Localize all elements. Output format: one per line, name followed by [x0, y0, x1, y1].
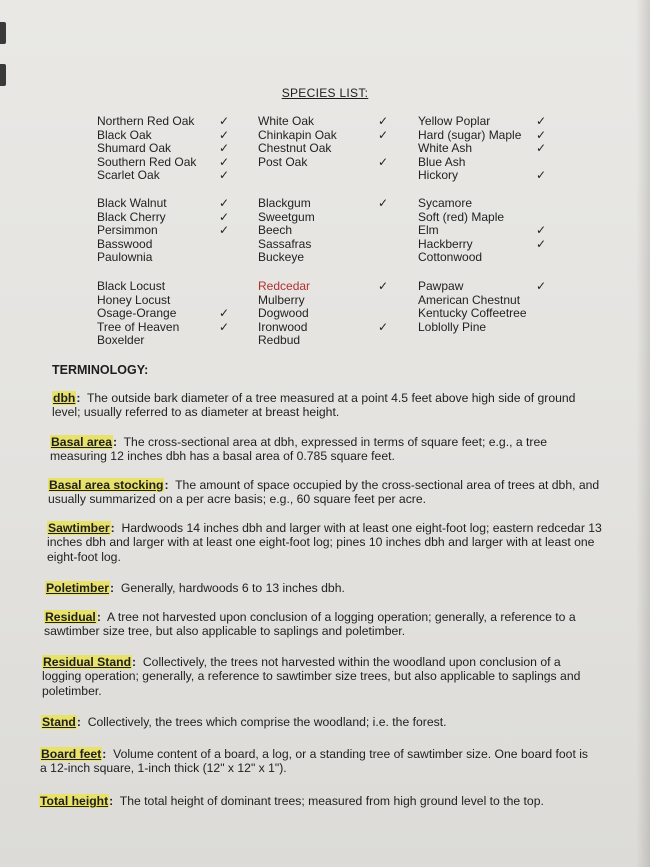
species-name: Paulownia [97, 250, 153, 265]
species-name: Persimmon [97, 223, 158, 238]
species-name: Mulberry [258, 292, 305, 307]
species-name: Pawpaw [418, 279, 464, 293]
checkmark-icon: ✓ [219, 196, 230, 210]
species-item [258, 114, 389, 129]
species-name: Yellow Poplar [418, 114, 491, 128]
term-colon: : [113, 435, 118, 449]
checkmark-icon: ✓ [219, 209, 230, 224]
term-definition: Hardwoods 14 inches dbh and larger with at least one eight-foot log; eastern redcedar 13 inches dbh and larger with at least one eight-foot log; pines 10 inches dbh and larger with at least one eight-foot log. [47, 521, 606, 564]
term-colon: : [76, 391, 81, 405]
checkmark-icon: ✓ [378, 279, 389, 293]
binder-hole [0, 64, 6, 86]
species-column [97, 279, 230, 348]
term-colon: : [164, 478, 169, 492]
species-name: Sassafras [258, 236, 312, 251]
checkmark-icon: ✓ [219, 154, 230, 169]
species-name: Dogwood [258, 306, 309, 321]
species-item [418, 156, 521, 170]
term-definition: Generally, hardwoods 6 to 13 inches dbh. [114, 581, 345, 595]
species-item [418, 127, 547, 143]
page-edge-shadow [636, 0, 650, 867]
checkmark-icon: ✓ [219, 223, 230, 238]
term-label: Sawtimber [48, 521, 110, 535]
species-item [418, 168, 547, 183]
term-colon: : [102, 747, 107, 761]
terminology-heading: TERMINOLOGY: [52, 363, 149, 377]
species-item [258, 142, 337, 156]
checkmark-icon: ✓ [378, 319, 389, 334]
species-item [97, 280, 179, 294]
binder-hole [0, 22, 6, 44]
checkmark-icon: ✓ [219, 319, 230, 334]
species-item [97, 168, 230, 183]
species-name: Northern Red Oak [97, 114, 195, 128]
term-label: Stand [42, 715, 76, 729]
species-name: Soft (red) Maple [418, 209, 505, 224]
term-label: Board feet [41, 747, 102, 761]
term-colon: : [132, 655, 137, 669]
species-name: Ironwood [258, 319, 308, 334]
species-column [97, 196, 230, 265]
species-name: Basswood [97, 236, 153, 251]
species-column [258, 114, 389, 169]
species-name: Black Oak [97, 127, 152, 142]
checkmark-icon: ✓ [378, 196, 389, 210]
term-entry [50, 435, 605, 464]
species-list-title [0, 86, 650, 100]
checkmark-icon: ✓ [536, 223, 547, 238]
term-label: Basal area stocking [49, 478, 164, 492]
checkmark-icon: ✓ [378, 114, 389, 128]
species-item [258, 279, 389, 294]
species-item [97, 294, 179, 308]
species-item [258, 196, 389, 211]
species-item [418, 197, 504, 211]
checkmark-icon: ✓ [536, 279, 547, 293]
species-name: Buckeye [258, 250, 305, 265]
species-name: Redbud [258, 333, 301, 348]
term-label: Total height [40, 794, 109, 808]
species-item [258, 127, 389, 143]
species-name: Sweetgum [258, 209, 315, 224]
species-name: Chestnut Oak [258, 141, 332, 156]
term-colon: : [109, 794, 114, 808]
species-item [258, 211, 315, 225]
species-name: Hackberry [418, 236, 473, 251]
term-entry [47, 521, 606, 564]
term-entry [45, 581, 600, 595]
term-entry [44, 610, 599, 639]
checkmark-icon: ✓ [378, 127, 389, 142]
species-name: Honey Locust [97, 292, 171, 307]
species-item [258, 319, 389, 335]
term-entry [40, 747, 595, 776]
species-item [97, 154, 230, 170]
species-item [258, 294, 310, 308]
species-item [418, 251, 504, 265]
term-colon: : [110, 521, 115, 535]
term-label: Poletimber [46, 581, 109, 595]
term-definition: The total height of dominant trees; measured from high ground level to the top. [113, 794, 544, 808]
species-name: Black Cherry [97, 209, 166, 224]
term-entry [52, 391, 607, 420]
species-name: Kentucky Coffeetree [418, 306, 527, 321]
checkmark-icon: ✓ [536, 168, 547, 183]
species-name: Scarlet Oak [97, 168, 160, 183]
species-item [97, 196, 230, 211]
species-name: Tree of Heaven [97, 319, 180, 334]
species-item [97, 141, 230, 156]
species-item [418, 141, 547, 156]
species-item [97, 334, 179, 348]
species-item [97, 209, 230, 225]
species-name: Loblolly Pine [418, 319, 487, 334]
species-item [97, 114, 230, 129]
species-name: Chinkapin Oak [258, 127, 337, 142]
species-item [97, 251, 167, 265]
term-definition: Volume content of a board, a log, or a standing tree of sawtimber size. One board foot is a 12-inch square, 1-inch thick (12" x 12" x 1"). [40, 747, 592, 776]
species-name: Black Walnut [97, 196, 167, 210]
term-entry [42, 655, 597, 698]
species-item [97, 306, 230, 321]
term-label: Basal area [51, 435, 112, 449]
checkmark-icon: ✓ [219, 141, 230, 156]
species-item [418, 294, 527, 308]
term-colon: : [76, 715, 81, 729]
species-name: Beech [258, 223, 293, 238]
species-item [258, 251, 315, 265]
species-item [97, 127, 230, 143]
species-item [258, 224, 315, 238]
term-definition: The outside bark diameter of a tree measured at a point 4.5 feet above high side of ground level; usually referred to as diameter at breast height. [52, 391, 579, 420]
checkmark-icon: ✓ [219, 168, 230, 183]
species-item [418, 279, 547, 294]
species-name: Post Oak [258, 154, 308, 169]
term-label: Residual Stand [43, 655, 132, 669]
species-name: White Oak [258, 114, 315, 128]
checkmark-icon: ✓ [536, 127, 547, 142]
species-name: Shumard Oak [97, 141, 172, 156]
species-name: American Chestnut [418, 292, 521, 307]
checkmark-icon: ✓ [219, 114, 230, 128]
checkmark-icon: ✓ [219, 306, 230, 321]
species-column [97, 114, 230, 183]
species-item [418, 223, 547, 238]
checkmark-icon: ✓ [219, 127, 230, 142]
checkmark-icon: ✓ [378, 154, 389, 169]
species-item [258, 307, 310, 321]
species-name: Hickory [418, 168, 459, 183]
species-column [258, 279, 389, 348]
species-item [418, 236, 547, 252]
term-definition: The cross-sectional area at dbh, expressed in terms of square feet; e.g., a tree measuring 12 inches dbh has a basal area of 0.785 square feet. [50, 435, 551, 464]
species-item [258, 334, 310, 348]
species-item [258, 154, 389, 170]
term-definition: Collectively, the trees which comprise the woodland; i.e. the forest. [80, 715, 447, 729]
species-name: Cottonwood [418, 250, 483, 265]
checkmark-icon: ✓ [536, 141, 547, 156]
species-column [418, 279, 547, 334]
species-name: Blackgum [258, 196, 311, 210]
species-item [418, 211, 504, 225]
term-colon: : [110, 581, 115, 595]
species-item [97, 223, 230, 238]
checkmark-icon: ✓ [536, 236, 547, 251]
term-colon: : [96, 610, 101, 624]
species-column [258, 196, 389, 265]
species-name: Sycamore [418, 196, 473, 210]
term-entry [41, 715, 596, 729]
species-column [418, 196, 547, 265]
term-entry [48, 478, 603, 507]
species-name: Southern Red Oak [97, 154, 197, 169]
term-definition: Collectively, the trees not harvested within the woodland upon conclusion of a logging operation; generally, a reference to sawtimber size trees, but also applicable to saplings and poletimber. [42, 655, 584, 698]
species-item [258, 238, 315, 252]
term-label: Residual [45, 610, 96, 624]
species-list-title-text: SPECIES LIST: [281, 86, 369, 100]
term-definition: The amount of space occupied by the cross-sectional area of trees at dbh, and usually summarized on a per acre basis; e.g., 60 square feet per acre. [48, 478, 603, 507]
species-name: Redcedar [258, 279, 311, 293]
species-name: Osage-Orange [97, 306, 177, 321]
species-column [418, 114, 547, 183]
checkmark-icon: ✓ [536, 114, 547, 128]
species-item [97, 238, 167, 252]
species-name: Boxelder [97, 333, 145, 348]
species-name: White Ash [418, 141, 473, 156]
species-item [418, 114, 547, 129]
species-name: Hard (sugar) Maple [418, 127, 522, 142]
species-item [418, 307, 527, 321]
species-item [418, 321, 527, 335]
species-name: Black Locust [97, 279, 166, 293]
species-name: Elm [418, 223, 439, 238]
term-entry [39, 794, 594, 808]
species-name: Blue Ash [418, 154, 466, 169]
species-item [97, 319, 230, 335]
term-definition: A tree not harvested upon conclusion of a logging operation; generally, a reference to a sawtimber size tree, but also applicable to saplings and poletimber. [44, 610, 579, 639]
term-label: dbh [53, 391, 76, 405]
